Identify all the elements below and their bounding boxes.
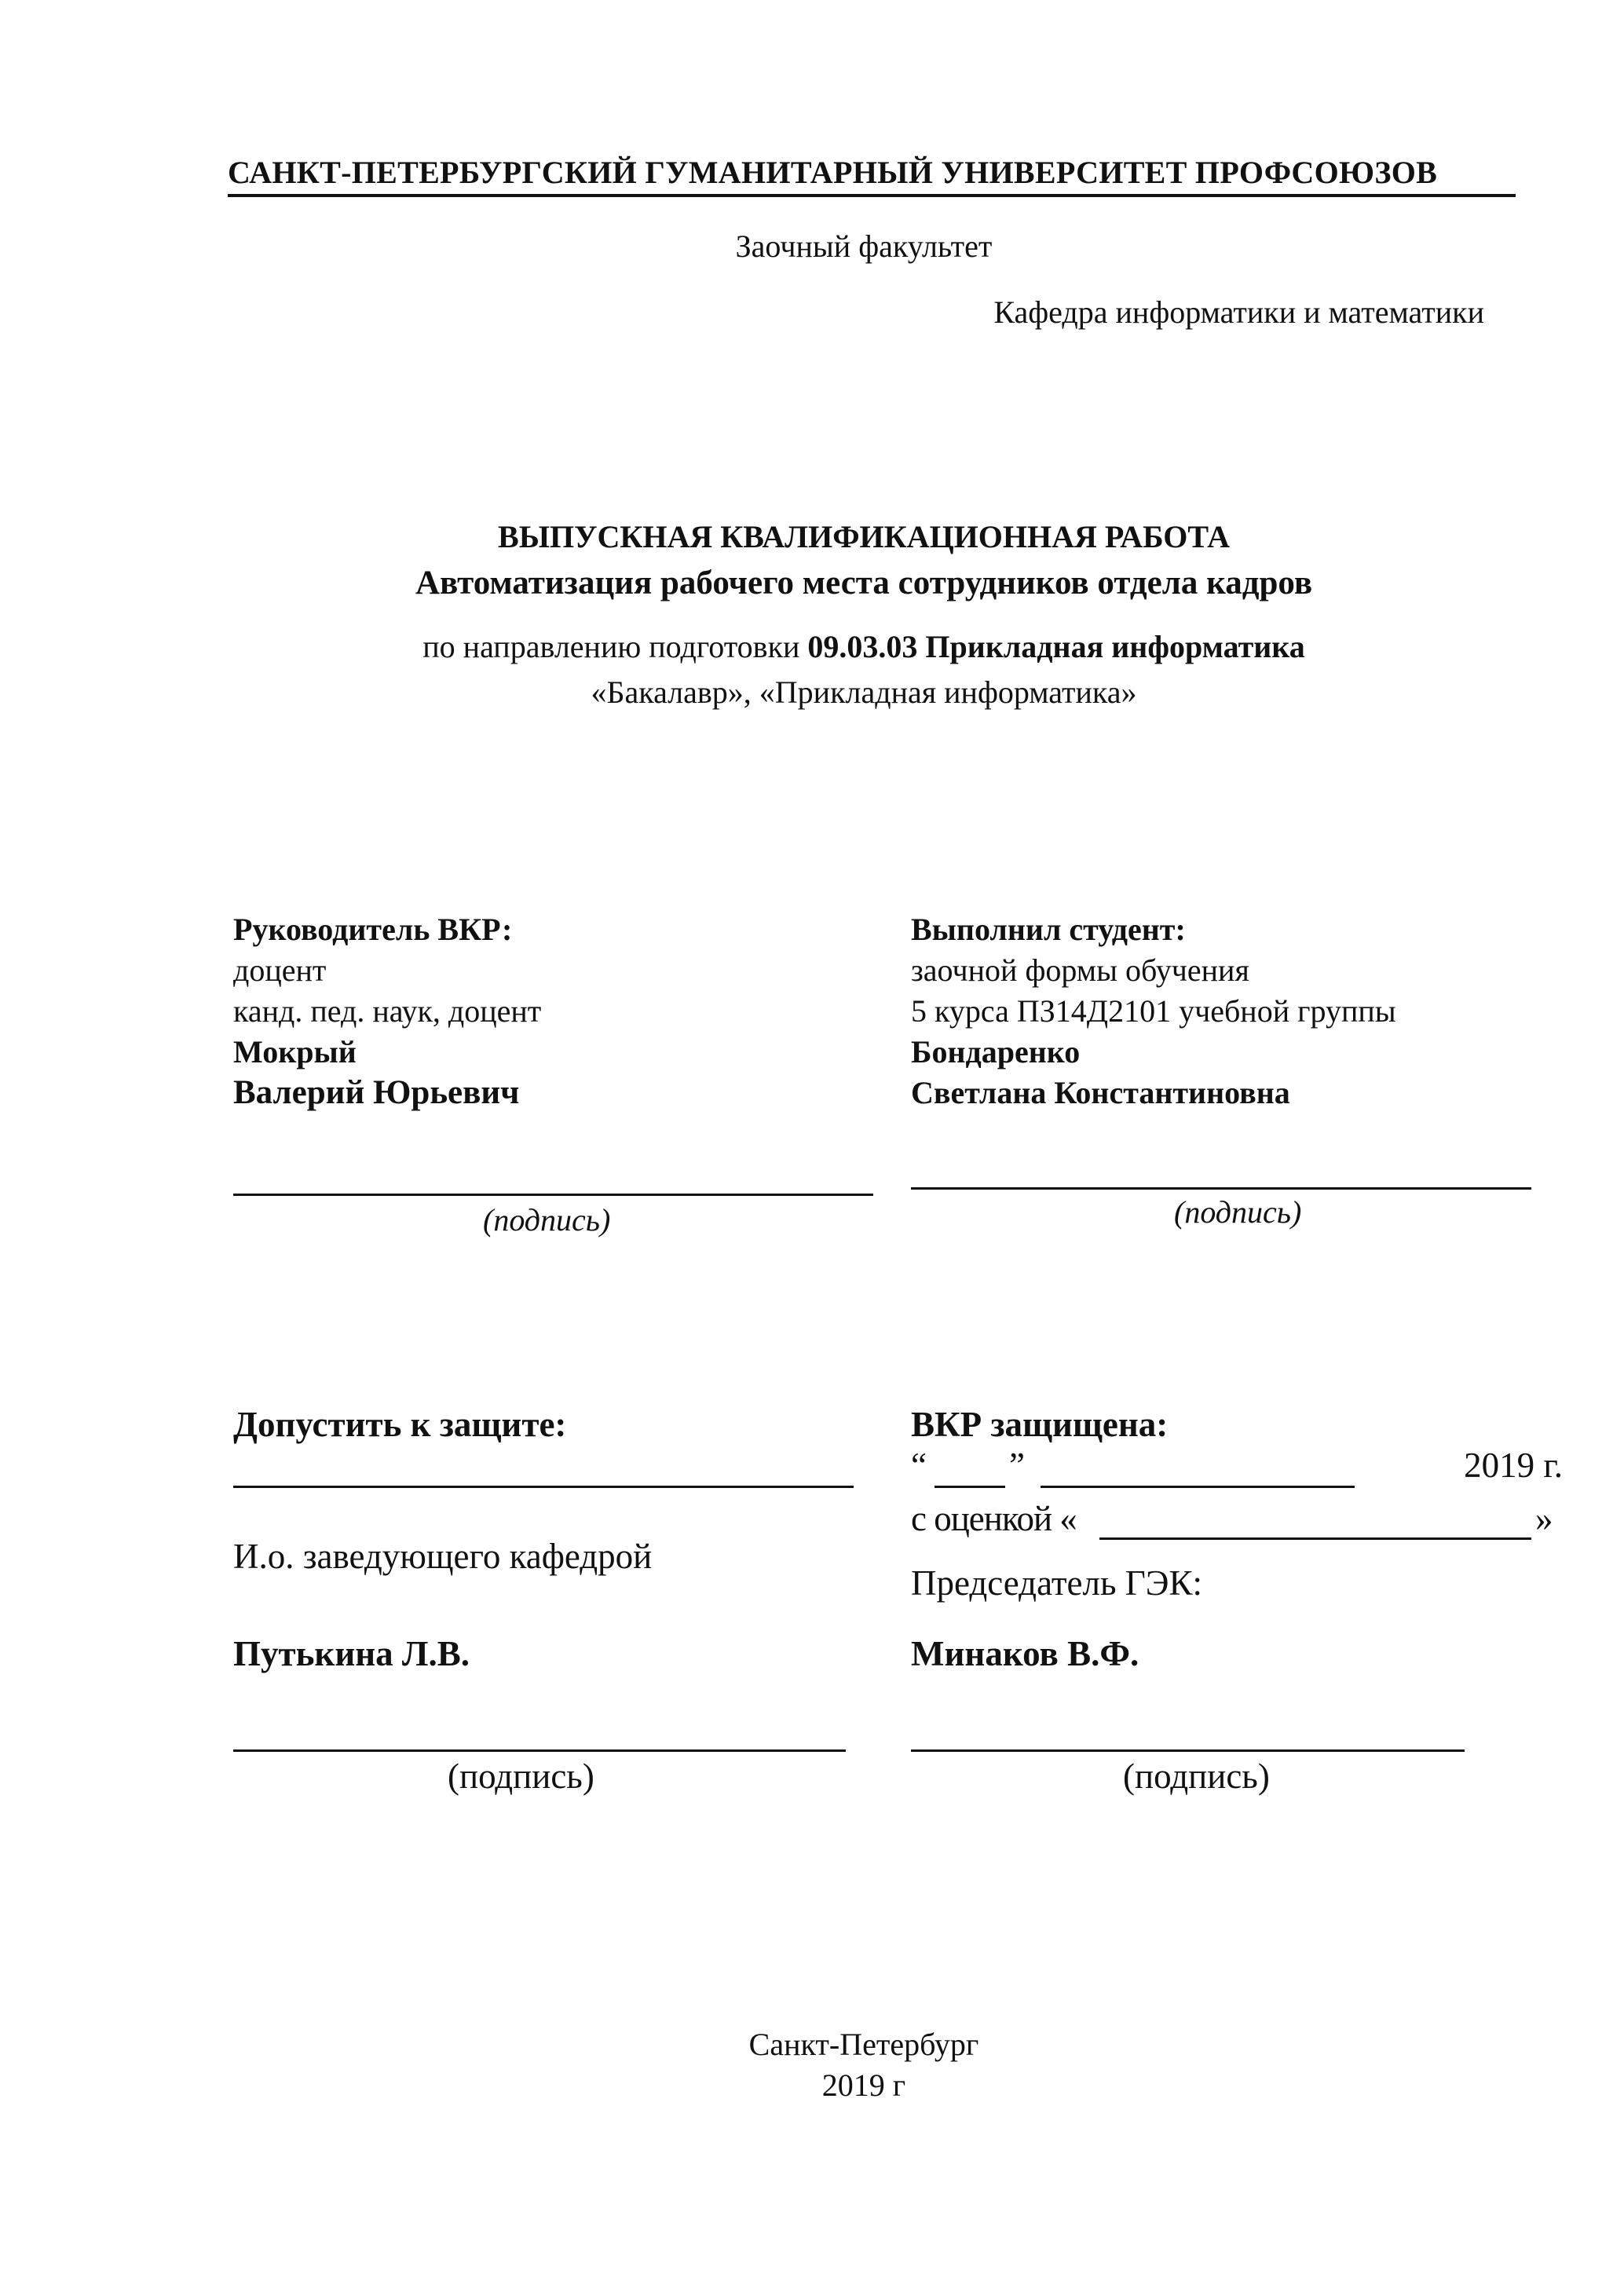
footer-city: Санкт-Петербург xyxy=(748,2027,979,2062)
work-type-title: ВЫПУСКНАЯ КВАЛИФИКАЦИОННАЯ РАБОТА xyxy=(498,519,1230,554)
day-blank xyxy=(935,1486,1005,1488)
supervisor-signature-line xyxy=(233,1194,873,1196)
grade-suffix: » xyxy=(1535,1499,1553,1538)
defended-heading: ВКР защищена: xyxy=(911,1405,1169,1444)
grade-blank xyxy=(1099,1537,1531,1540)
month-blank xyxy=(1041,1486,1355,1488)
supervisor-heading: Руководитель ВКР: xyxy=(233,912,513,947)
supervisor-position: доцент xyxy=(233,952,327,988)
supervisor-block xyxy=(233,909,541,1113)
student-signature-line xyxy=(911,1187,1531,1190)
defense-year: 2019 г. xyxy=(1464,1446,1563,1485)
student-course-group: 5 курса ПЗ14Д2101 учебной группы xyxy=(911,993,1396,1029)
admission-line xyxy=(233,1486,854,1488)
student-surname: Бондаренко xyxy=(911,1034,1081,1069)
department-name: Кафедра информатики и математики xyxy=(993,294,1484,330)
head-signature-line xyxy=(233,1749,846,1752)
defense-date-field xyxy=(911,1445,1563,1492)
student-given-names: Светлана Константиновна xyxy=(911,1075,1290,1110)
chairman-signature-label: (подпись) xyxy=(1123,1757,1270,1796)
supervisor-degree: канд. пед. наук, доцент xyxy=(233,993,542,1029)
university-name: САНКТ-ПЕТЕРБУРГСКИЙ ГУМАНИТАРНЫЙ УНИВЕРСИТЕТ ПРОФСОЮЗОВ xyxy=(228,155,1438,190)
supervisor-surname: Мокрый xyxy=(233,1034,357,1069)
head-signature-label: (подпись) xyxy=(448,1757,594,1796)
defense-grade-field xyxy=(911,1498,1563,1545)
acting-head-label: И.о. заведующего кафедрой xyxy=(233,1537,653,1576)
footer-year: 2019 г xyxy=(821,2067,906,2103)
direction-code: 09.03.03 Прикладная информатика xyxy=(807,629,1305,664)
thesis-topic: Автоматизация рабочего места сотрудников отдела кадров xyxy=(415,565,1313,601)
university-underline xyxy=(228,194,1516,197)
head-name: Путькина Л.В. xyxy=(233,1634,470,1673)
date-open-quote: “ xyxy=(911,1446,927,1485)
supervisor-given-names: Валерий Юрьевич xyxy=(233,1074,520,1111)
chairman-name: Минаков В.Ф. xyxy=(911,1634,1139,1673)
faculty-name: Заочный факультет xyxy=(735,229,993,264)
chairman-label: Председатель ГЭК: xyxy=(911,1563,1202,1603)
date-close-quote: ” xyxy=(1009,1446,1025,1485)
student-heading: Выполнил студент: xyxy=(911,912,1186,947)
degree-line: «Бакалавр», «Прикладная информатика» xyxy=(591,675,1137,710)
direction-prefix: по направлению подготовки xyxy=(422,629,808,664)
student-signature-label: (подпись) xyxy=(1174,1194,1302,1230)
direction-line xyxy=(0,628,1624,665)
admission-heading: Допустить к защите: xyxy=(233,1405,567,1444)
student-block xyxy=(911,909,1396,1113)
supervisor-signature-label: (подпись) xyxy=(483,1202,611,1238)
chairman-signature-line xyxy=(911,1749,1465,1752)
student-study-form: заочной формы обучения xyxy=(911,952,1249,988)
grade-prefix: с оценкой « xyxy=(911,1499,1077,1538)
